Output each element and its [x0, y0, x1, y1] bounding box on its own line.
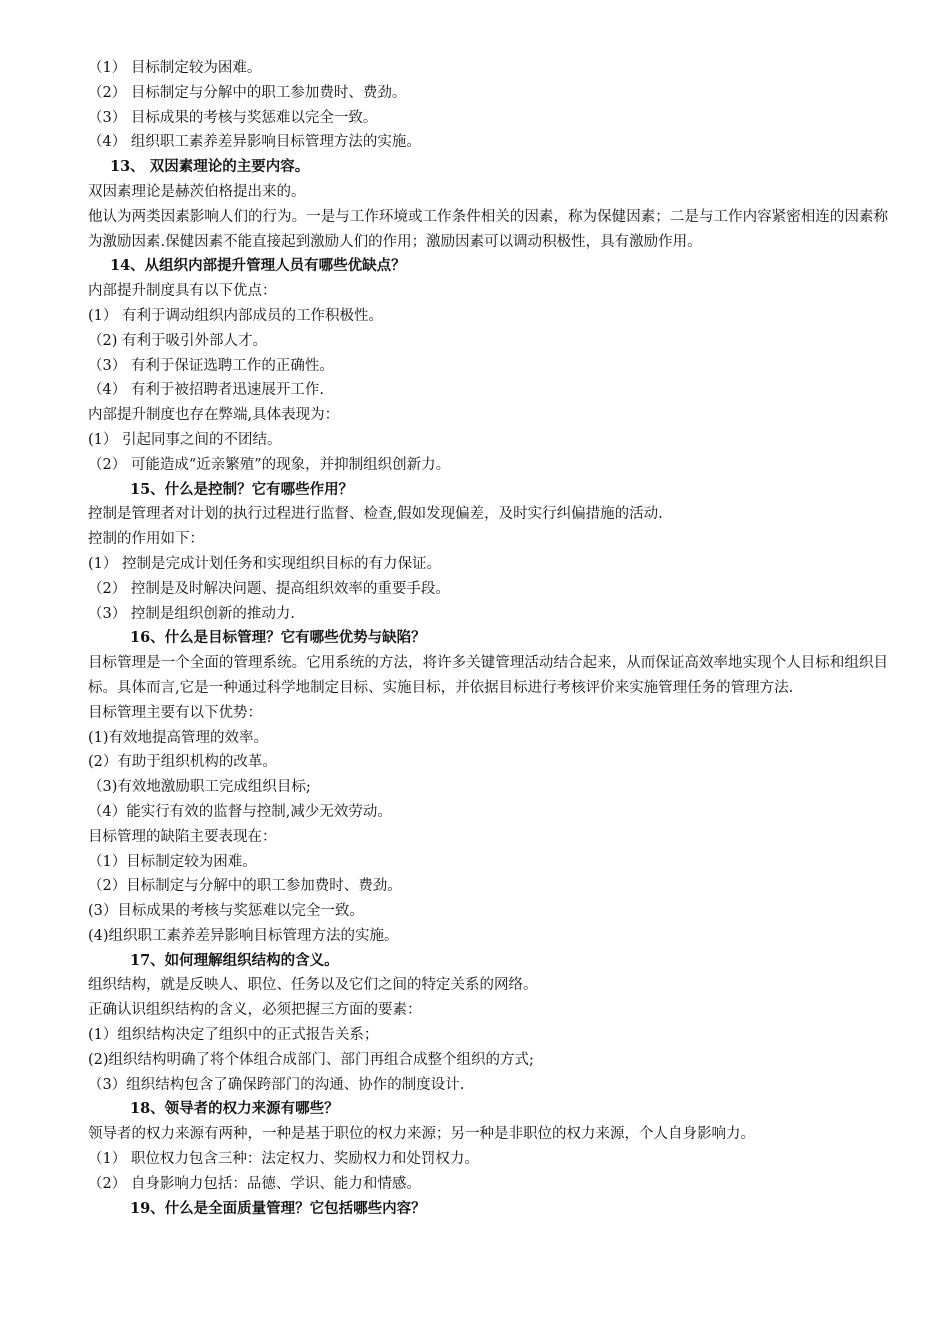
text-line: （2） 控制是及时解决问题、提高组织效率的重要手段。 — [88, 580, 450, 597]
paragraph: 目标管理是一个全面的管理系统。它用系统的方法，将许多关键管理活动结合起来，从而保证高效率地实现个人目标和组织目标。具体而言,它是一种通过科学地制定目标、实施目标，并依据目标进行考核评价来实施管理任务的管理方法. — [88, 655, 888, 696]
text-line: (1）组织结构决定了组织中的正式报告关系； — [88, 1027, 379, 1044]
text-line: (4)组织职工素养差异影响目标管理方法的实施。 — [88, 927, 399, 944]
text-line: 内部提升制度也存在弊端,具体表现为： — [88, 407, 340, 424]
section-heading: 16、什么是目标管理？它有哪些优势与缺陷？ — [130, 629, 426, 647]
text-line: (2)组织结构明确了将个体组合成部门、部门再组合成整个组织的方式; — [88, 1051, 534, 1068]
text-line: （3） 有利于保证选聘工作的正确性。 — [88, 357, 334, 374]
text-line: 内部提升制度具有以下优点： — [88, 283, 277, 300]
section-heading: 14、从组织内部提升管理人员有哪些优缺点？ — [110, 257, 406, 275]
text-line: (1)有效地提高管理的效率。 — [88, 729, 269, 746]
text-line: (3）目标成果的考核与奖惩难以完全一致。 — [88, 903, 364, 920]
section-heading: 19、什么是全面质量管理？它包括哪些内容？ — [130, 1199, 426, 1217]
text-line: 正确认识组织结构的含义，必须把握三方面的要素： — [88, 1002, 422, 1019]
text-line: （3） 控制是组织创新的推动力. — [88, 605, 295, 622]
text-line: 目标管理主要有以下优势： — [88, 704, 262, 721]
text-line: （2) 有利于吸引外部人才。 — [88, 332, 267, 349]
text-line: 控制是管理者对计划的执行过程进行监督、检查,假如发现偏差，及时实行纠偏措施的活动. — [88, 506, 663, 523]
text-line: 控制的作用如下： — [88, 531, 204, 548]
text-line: （3）组织结构包含了确保跨部门的沟通、协作的制度设计. — [88, 1076, 465, 1093]
text-line: （2） 目标制定与分解中的职工参加费时、费劲。 — [88, 84, 407, 101]
text-line: （1） 目标制定较为困难。 — [88, 60, 262, 76]
text-line: (1） 控制是完成计划任务和实现组织目标的有力保证。 — [88, 555, 441, 572]
text-line: （2） 可能造成“近亲繁殖”的现象，并抑制组织创新力。 — [88, 456, 451, 473]
paragraph: 他认为两类因素影响人们的行为。一是与工作环境或工作条件相关的因素，称为保健因素；二是与工作内容紧密相连的因素称为激励因素.保健因素不能直接起到激励人们的作用；激励因素可以调动积极性，具有激励作用。 — [88, 208, 888, 250]
text-line: （2）目标制定与分解中的职工参加费时、费劲。 — [88, 878, 402, 895]
text-line: （1） 职位权力包含三种：法定权力、奖励权力和处罚权力。 — [88, 1151, 479, 1168]
section-heading: 13、 双因素理论的主要内容。 — [110, 158, 310, 176]
text-line: 领导者的权力来源有两种，一种是基于职位的权力来源；另一种是非职位的权力来源，个人自身影响力。 — [88, 1126, 755, 1143]
section-heading: 18、领导者的权力来源有哪些？ — [130, 1100, 339, 1118]
text-line: 目标管理的缺陷主要表现在： — [88, 828, 277, 845]
text-line: （1）目标制定较为困难。 — [88, 853, 257, 870]
text-line: (2）有助于组织机构的改革。 — [88, 754, 277, 771]
document-body — [88, 56, 888, 1221]
text-line: （3)有效地激励职工完成组织目标; — [88, 779, 311, 796]
text-line: （4） 组织职工素养差异影响目标管理方法的实施。 — [88, 134, 421, 151]
text-line: （3） 目标成果的考核与奖惩难以完全一致。 — [88, 109, 378, 126]
text-line: （4） 有利于被招聘者迅速展开工作. — [88, 382, 324, 399]
text-line: （2） 自身影响力包括：品德、学识、能力和情感。 — [88, 1175, 421, 1192]
text-line: 双因素理论是赫茨伯格提出来的。 — [88, 183, 306, 200]
section-heading: 17、如何理解组织结构的含义。 — [130, 951, 339, 969]
text-line: (1） 有利于调动组织内部成员的工作积极性。 — [88, 307, 383, 324]
text-line: （4）能实行有效的监督与控制,减少无效劳动。 — [88, 803, 392, 820]
text-line: 组织结构，就是反映人、职位、任务以及它们之间的特定关系的网络。 — [88, 977, 538, 994]
section-heading: 15、什么是控制？它有哪些作用？ — [130, 480, 354, 498]
text-line: (1） 引起同事之间的不团结。 — [88, 431, 282, 448]
